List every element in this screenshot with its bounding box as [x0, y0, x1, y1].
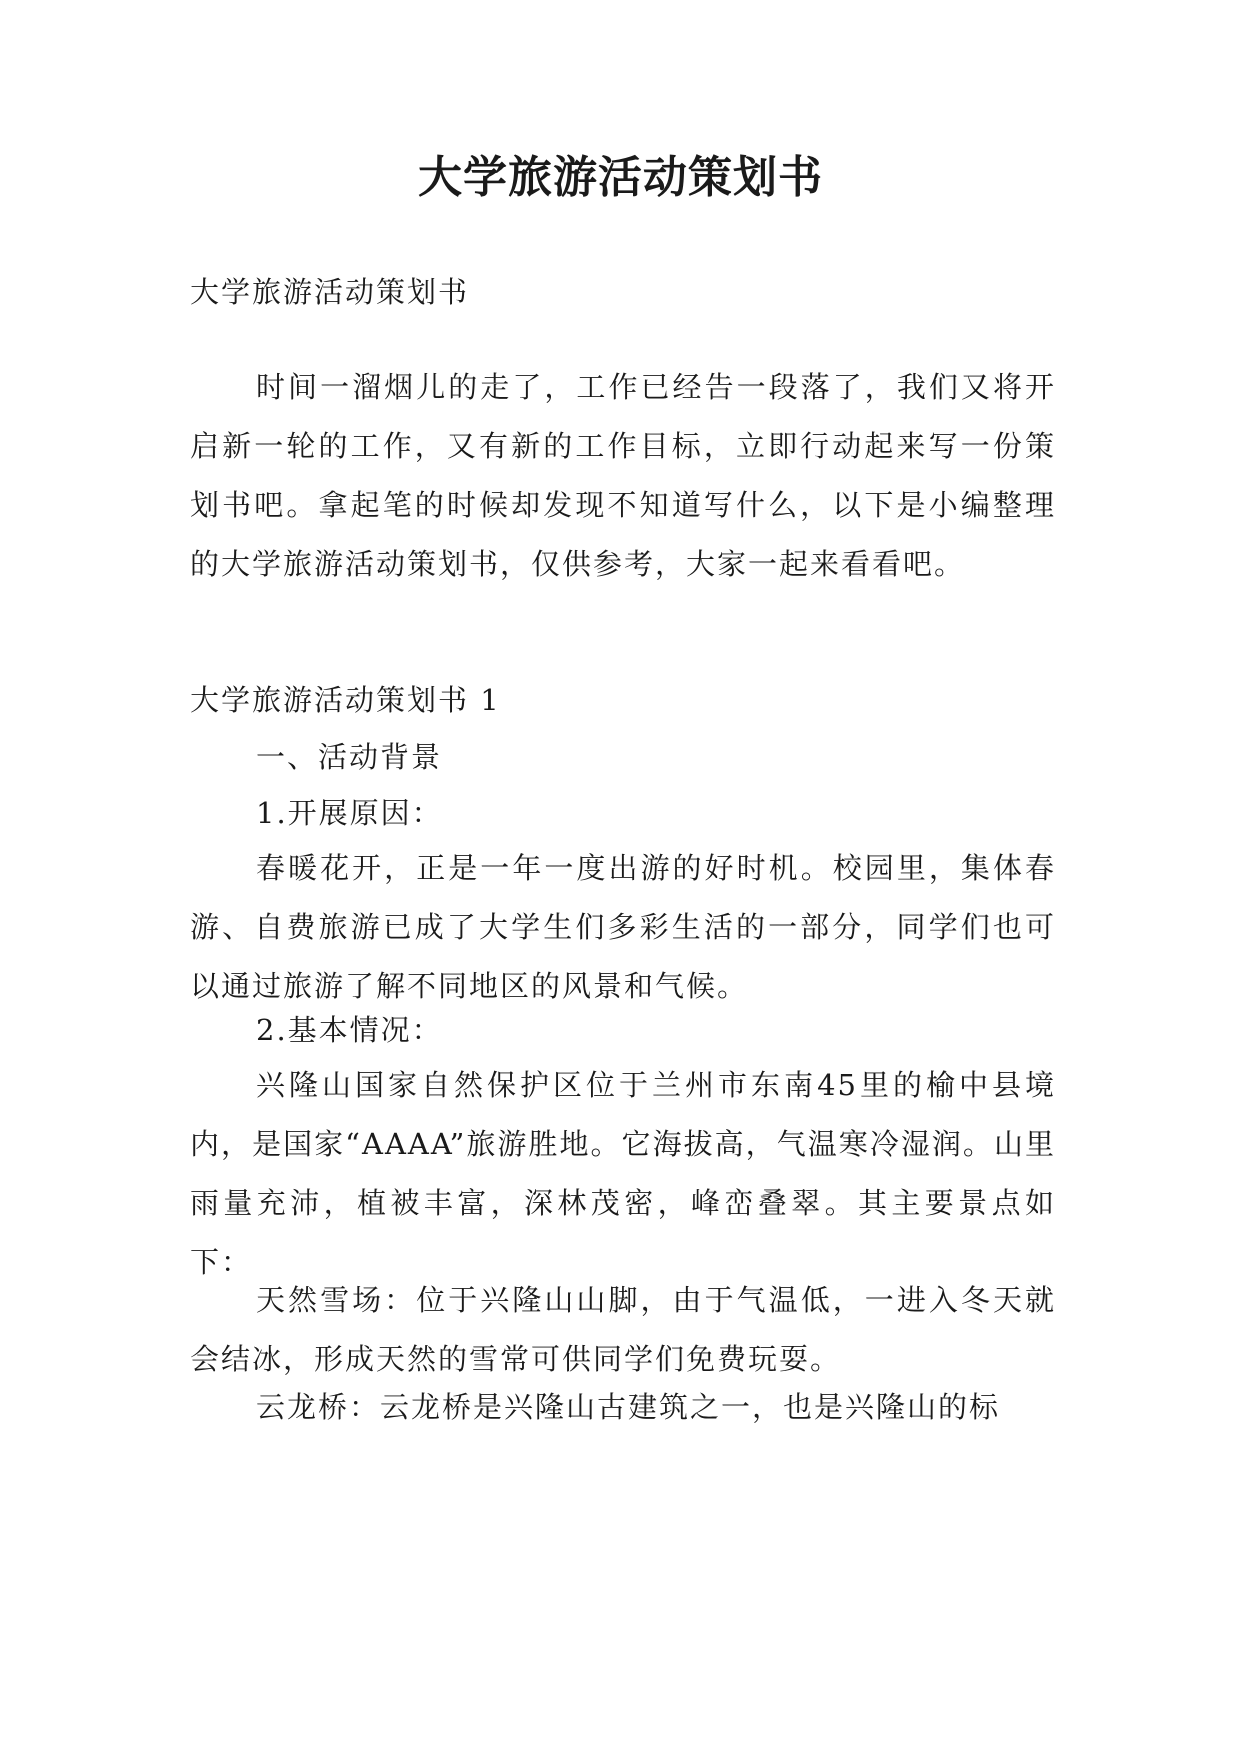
bridge-paragraph: 云龙桥：云龙桥是兴隆山古建筑之一，也是兴隆山的标	[256, 1390, 1001, 1424]
snow-paragraph: 天然雪场：位于兴隆山山脚，由于气温低，一进入冬天就会结冰，形成天然的雪常可供同学们免费玩耍。	[190, 1283, 1056, 1376]
intro-paragraph: 时间一溜烟儿的走了，工作已经告一段落了，我们又将开启新一轮的工作，又有新的工作目标，立即行动起来写一份策划书吧。拿起笔的时候却发现不知道写什么，以下是小编整理的大学旅游活动策划书，仅供参考，大家一起来看看吧。	[190, 370, 1056, 581]
background-heading: 一、活动背景	[256, 740, 443, 774]
basic-heading: 2.基本情况：	[256, 1013, 443, 1047]
document-title: 大学旅游活动策划书	[418, 152, 823, 203]
document-subtitle: 大学旅游活动策划书	[190, 275, 470, 309]
section-heading: 大学旅游活动策划书 1	[190, 683, 501, 717]
reason-paragraph: 春暖花开，正是一年一度出游的好时机。校园里，集体春游、自费旅游已成了大学生们多彩生活的一部分，同学们也可以通过旅游了解不同地区的风景和气候。	[190, 851, 1056, 1003]
reason-heading: 1.开展原因：	[256, 796, 443, 830]
basic-paragraph: 兴隆山国家自然保护区位于兰州市东南45里的榆中县境内，是国家“AAAA”旅游胜地。它海拔高，气温寒冷湿润。山里雨量充沛，植被丰富，深林茂密，峰峦叠翠。其主要景点如下：	[190, 1068, 1056, 1279]
